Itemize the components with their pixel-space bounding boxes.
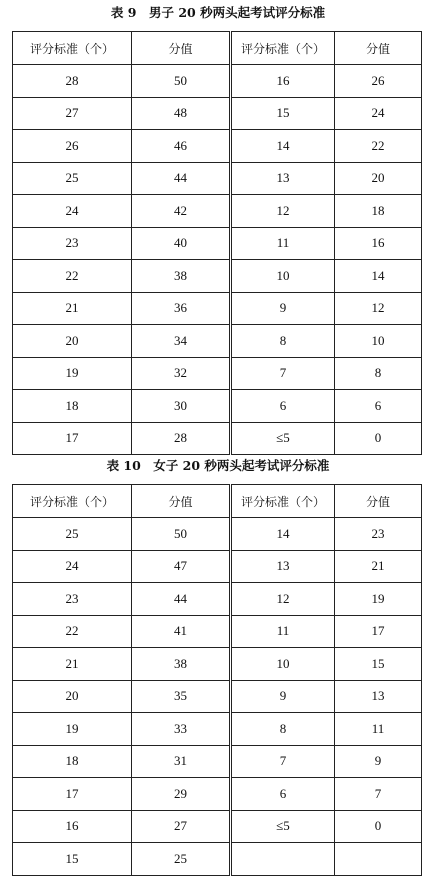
cell-criteria-count: 7	[231, 745, 335, 778]
header-score: 分值	[132, 485, 231, 518]
cell-criteria-count: 17	[13, 422, 132, 455]
table-row	[13, 745, 422, 778]
cell-score: 33	[132, 713, 231, 746]
header-criteria-count: 评分标准（个）	[231, 485, 335, 518]
cell-score: 7	[335, 778, 422, 811]
cell-score: 25	[132, 843, 231, 876]
cell-score: 35	[132, 680, 231, 713]
cell-score: 10	[335, 325, 422, 358]
cell-criteria-count: 6	[231, 778, 335, 811]
cell-score: 0	[335, 422, 422, 455]
cell-score: 6	[335, 390, 422, 423]
cell-score: 30	[132, 390, 231, 423]
cell-criteria-count: 11	[231, 615, 335, 648]
cell-score: 34	[132, 325, 231, 358]
cell-score: 47	[132, 550, 231, 583]
cell-criteria-count: 27	[13, 97, 132, 130]
cell-criteria-count: 25	[13, 518, 132, 551]
table-row	[13, 680, 422, 713]
table-row	[13, 325, 422, 358]
cell-score: 27	[132, 810, 231, 843]
cell-criteria-count	[231, 843, 335, 876]
table-row	[13, 357, 422, 390]
table-10-caption: 表 10 女子 20 秒两头起考试评分标准	[106, 458, 330, 473]
cell-score: 32	[132, 357, 231, 390]
cell-score: 40	[132, 227, 231, 260]
header-criteria-count: 评分标准（个）	[13, 32, 132, 65]
table-row	[13, 97, 422, 130]
cell-criteria-count: 23	[13, 583, 132, 616]
table-header-row	[13, 32, 422, 65]
cell-criteria-count: 15	[13, 843, 132, 876]
cell-criteria-count: 20	[13, 680, 132, 713]
cell-score: 50	[132, 518, 231, 551]
cell-score: 42	[132, 195, 231, 228]
cell-score: 41	[132, 615, 231, 648]
table-row	[13, 615, 422, 648]
table-row	[13, 260, 422, 293]
cell-criteria-count: 10	[231, 648, 335, 681]
cell-criteria-count: 13	[231, 550, 335, 583]
table-row	[13, 778, 422, 811]
cell-criteria-count: 19	[13, 357, 132, 390]
table-row	[13, 648, 422, 681]
cell-criteria-count: 28	[13, 65, 132, 98]
cell-score: 26	[335, 65, 422, 98]
cell-score: 9	[335, 745, 422, 778]
cell-criteria-count: 22	[13, 615, 132, 648]
cell-score: 23	[335, 518, 422, 551]
table-row	[13, 130, 422, 163]
cell-criteria-count: 6	[231, 390, 335, 423]
cell-criteria-count: 23	[13, 227, 132, 260]
table-9-caption: 表 9 男子 20 秒两头起考试评分标准	[110, 5, 326, 20]
header-score: 分值	[132, 32, 231, 65]
cell-score: 12	[335, 292, 422, 325]
table-9-male-scoring	[12, 31, 422, 455]
cell-criteria-count: 13	[231, 162, 335, 195]
cell-score: 29	[132, 778, 231, 811]
cell-criteria-count: ≤5	[231, 422, 335, 455]
header-criteria-count: 评分标准（个）	[231, 32, 335, 65]
cell-criteria-count: 21	[13, 648, 132, 681]
cell-criteria-count: 14	[231, 518, 335, 551]
table-row	[13, 227, 422, 260]
cell-score: 48	[132, 97, 231, 130]
header-score: 分值	[335, 32, 422, 65]
cell-criteria-count: 20	[13, 325, 132, 358]
cell-score: 16	[335, 227, 422, 260]
cell-criteria-count: 19	[13, 713, 132, 746]
cell-criteria-count: 12	[231, 583, 335, 616]
cell-score: 17	[335, 615, 422, 648]
cell-score: 46	[132, 130, 231, 163]
header-score: 分值	[335, 485, 422, 518]
cell-criteria-count: 9	[231, 680, 335, 713]
cell-score: 13	[335, 680, 422, 713]
cell-score: 18	[335, 195, 422, 228]
cell-score: 21	[335, 550, 422, 583]
cell-criteria-count: 24	[13, 550, 132, 583]
cell-criteria-count: 16	[231, 65, 335, 98]
cell-score: 36	[132, 292, 231, 325]
cell-score: 20	[335, 162, 422, 195]
cell-score: 50	[132, 65, 231, 98]
cell-score: 44	[132, 162, 231, 195]
cell-criteria-count: ≤5	[231, 810, 335, 843]
cell-criteria-count: 17	[13, 778, 132, 811]
cell-criteria-count: 12	[231, 195, 335, 228]
cell-score: 22	[335, 130, 422, 163]
cell-score: 38	[132, 648, 231, 681]
table-header-row	[13, 485, 422, 518]
table-row	[13, 65, 422, 98]
table-row	[13, 518, 422, 551]
cell-criteria-count: 8	[231, 713, 335, 746]
cell-criteria-count: 9	[231, 292, 335, 325]
cell-score: 11	[335, 713, 422, 746]
table-row	[13, 195, 422, 228]
table-10-female-scoring	[12, 484, 422, 876]
table-row	[13, 292, 422, 325]
cell-score: 28	[132, 422, 231, 455]
cell-criteria-count: 8	[231, 325, 335, 358]
cell-criteria-count: 10	[231, 260, 335, 293]
cell-criteria-count: 22	[13, 260, 132, 293]
cell-criteria-count: 11	[231, 227, 335, 260]
cell-criteria-count: 7	[231, 357, 335, 390]
table-row	[13, 810, 422, 843]
cell-score: 31	[132, 745, 231, 778]
cell-criteria-count: 14	[231, 130, 335, 163]
cell-criteria-count: 26	[13, 130, 132, 163]
table-row	[13, 422, 422, 455]
cell-criteria-count: 15	[231, 97, 335, 130]
cell-score: 19	[335, 583, 422, 616]
cell-score: 24	[335, 97, 422, 130]
table-row	[13, 162, 422, 195]
cell-criteria-count: 24	[13, 195, 132, 228]
table-row	[13, 583, 422, 616]
cell-score	[335, 843, 422, 876]
table-row	[13, 713, 422, 746]
table-row	[13, 550, 422, 583]
cell-score: 0	[335, 810, 422, 843]
table-row	[13, 390, 422, 423]
cell-criteria-count: 21	[13, 292, 132, 325]
cell-criteria-count: 18	[13, 390, 132, 423]
header-criteria-count: 评分标准（个）	[13, 485, 132, 518]
table-row	[13, 843, 422, 876]
cell-criteria-count: 16	[13, 810, 132, 843]
cell-criteria-count: 25	[13, 162, 132, 195]
cell-score: 44	[132, 583, 231, 616]
table-body	[13, 65, 422, 455]
cell-score: 8	[335, 357, 422, 390]
table-body	[13, 518, 422, 876]
cell-criteria-count: 18	[13, 745, 132, 778]
cell-score: 15	[335, 648, 422, 681]
cell-score: 14	[335, 260, 422, 293]
cell-score: 38	[132, 260, 231, 293]
